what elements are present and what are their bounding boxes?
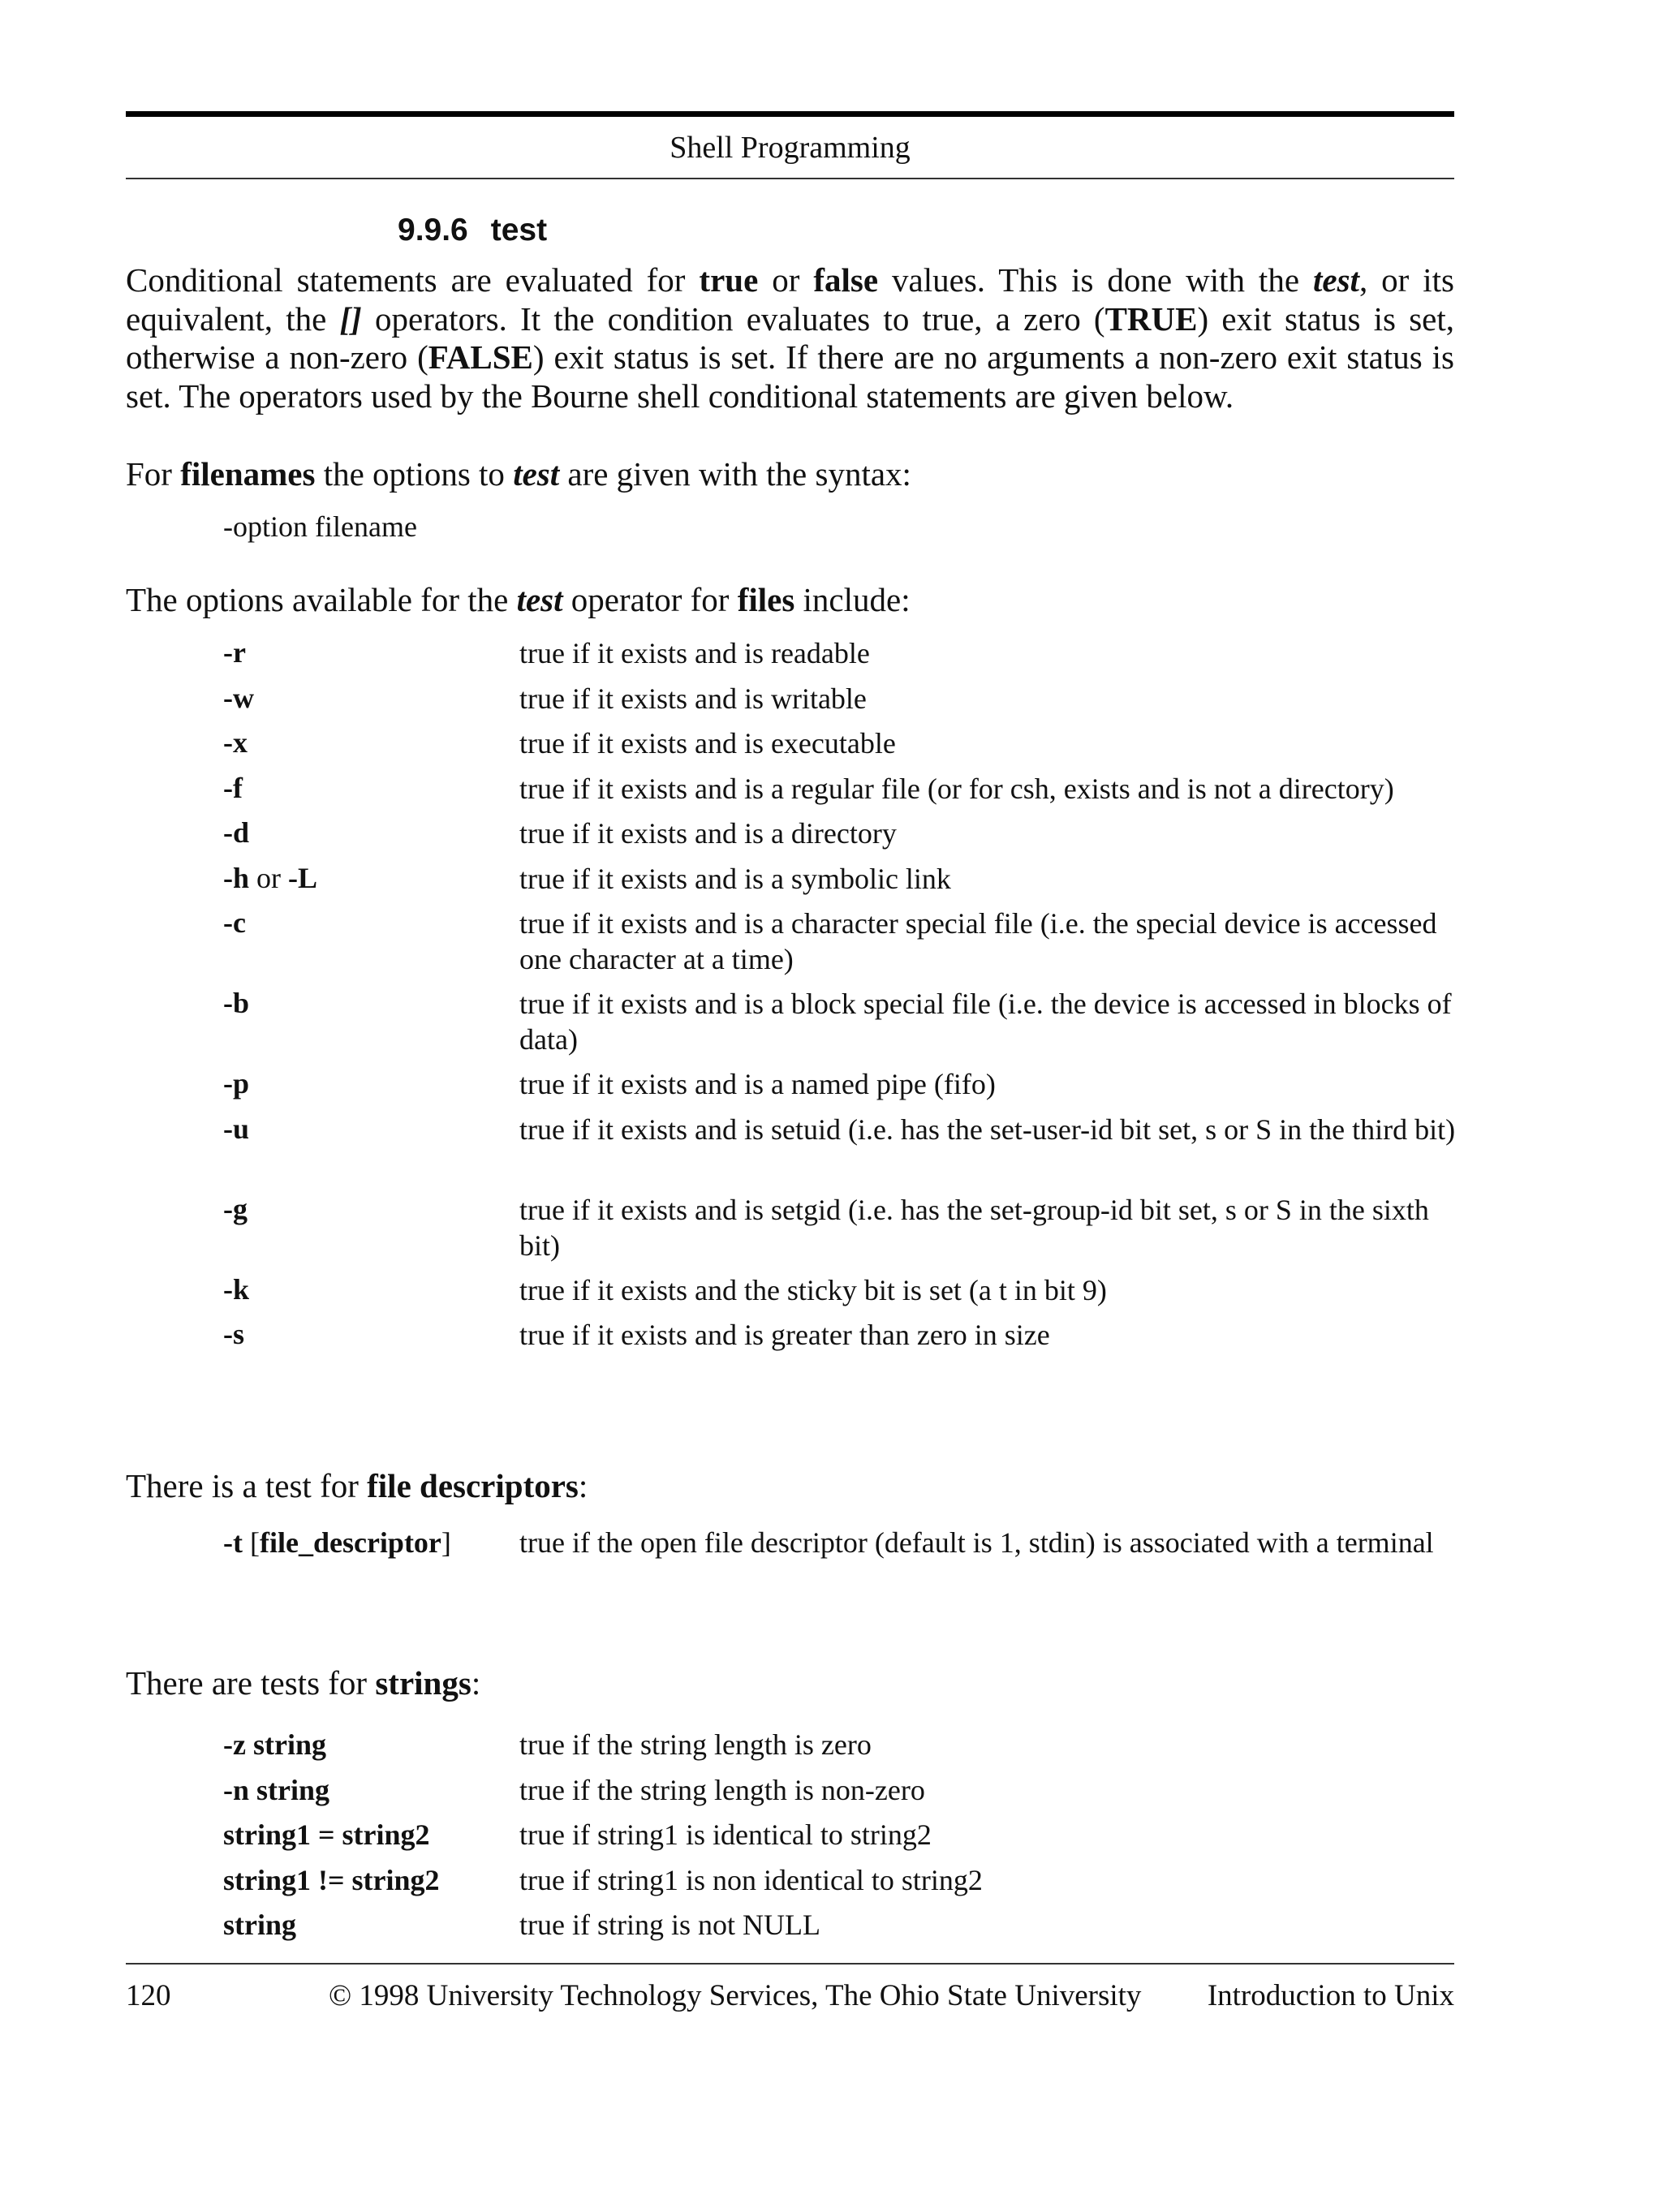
option-or: or — [249, 861, 289, 894]
option-description: true if string1 is identical to string2 — [519, 1818, 932, 1851]
filenames-paragraph — [126, 454, 911, 493]
option-description: true if the string length is zero — [519, 1728, 872, 1761]
para-text: The options available for the — [126, 581, 517, 618]
file-option-row — [223, 861, 1462, 906]
option-description: true if it exists and is executable — [519, 727, 896, 760]
string-option-row — [223, 1813, 1462, 1858]
header-rule-thin — [126, 178, 1454, 179]
option-description: true if it exists and is a regular file (or for csh, exists and is not a directory) — [519, 772, 1394, 805]
page-number: 120 — [126, 1979, 171, 2012]
option-bracket-close: ] — [441, 1526, 451, 1559]
option-description: true if it exists and is a directory — [519, 817, 897, 850]
strings-paragraph — [126, 1663, 480, 1702]
option-description: true if it exists and is a named pipe (fifo) — [519, 1068, 996, 1100]
file-option-row — [223, 681, 1462, 726]
running-header-title: Shell Programming — [670, 131, 911, 165]
footer-rule — [126, 1963, 1454, 1965]
intro-paragraph — [126, 261, 1454, 415]
intro-text: , or its equivalent, the — [126, 261, 1455, 338]
string-options-table — [223, 1723, 1462, 1948]
option-description: true if string1 is non identical to string2 — [519, 1863, 983, 1896]
option-flag: -n string — [223, 1773, 330, 1806]
intro-bracket-operator: [] — [339, 299, 362, 338]
intro-bold-FALSE: FALSE — [428, 338, 533, 376]
file-option-row — [223, 725, 1462, 771]
para-bold: file descriptors — [367, 1467, 579, 1504]
string-option-row — [223, 1858, 1462, 1904]
intro-bold-false: false — [813, 261, 879, 299]
string-option-row — [223, 1768, 1462, 1814]
option-description: true if it exists and is setuid (i.e. has the set-user-id bit set, s or S in the third bit) — [519, 1112, 1456, 1146]
section-heading — [398, 213, 547, 248]
string-option-row — [223, 1903, 1462, 1948]
fd-options-table — [223, 1526, 1462, 1560]
option-flag: -d — [223, 816, 250, 849]
file-option-row — [223, 906, 1462, 986]
section-title: test — [490, 213, 548, 247]
intro-text: values. This is done with the — [878, 261, 1313, 299]
option-description: true if it exists and is a block special file (i.e. the device is accessed in blocks of data) — [519, 988, 1452, 1056]
option-argument: file_descriptor — [259, 1526, 441, 1559]
option-bracket-open: [ — [242, 1526, 260, 1559]
intro-bold-true: true — [699, 261, 759, 299]
option-description: true if it exists and the sticky bit is set (a t in bit 9) — [519, 1273, 1107, 1306]
option-flag: -b — [223, 987, 250, 1019]
para-text: There is a test for — [126, 1467, 368, 1504]
para-bold: strings — [375, 1664, 471, 1702]
option-description: true if it exists and is readable — [519, 637, 870, 669]
option-flag-h: -h — [223, 861, 250, 894]
file-descriptors-paragraph — [126, 1466, 588, 1505]
string-option-row — [223, 1723, 1462, 1768]
para-text: : — [578, 1467, 588, 1504]
option-description: true if it exists and is writable — [519, 682, 867, 715]
footer-copyright: © 1998 University Technology Services, The Ohio State University — [329, 1979, 1142, 2012]
option-flag: string — [223, 1909, 296, 1941]
file-option-row — [223, 1066, 1462, 1112]
option-flag: -g — [223, 1192, 248, 1225]
file-option-row — [223, 1192, 1462, 1272]
option-description: true if the string length is non-zero — [519, 1773, 925, 1806]
intro-text: ) exit status is set. If there are no arguments a non-zero exit status is set. The operators used by the Bourne shell conditional statements are given below. — [126, 338, 1455, 415]
footer-book-title: Introduction to Unix — [1207, 1979, 1454, 2012]
intro-bold-TRUE: TRUE — [1104, 299, 1198, 338]
header-rule-thick — [126, 111, 1454, 117]
intro-text: Conditional statements are evaluated for — [126, 261, 700, 299]
intro-text: operators. It the condition evaluates to true, a zero ( — [361, 299, 1105, 338]
para-test-command: test — [513, 455, 560, 493]
option-description: true if it exists and is a character special file (i.e. the special device is accessed one character at a time) — [519, 907, 1437, 975]
option-description: true if it exists and is greater than zero in size — [519, 1319, 1050, 1351]
section-number: 9.9.6 — [398, 213, 468, 247]
option-flag: -p — [223, 1067, 250, 1100]
para-bold: files — [737, 581, 795, 618]
para-text: There are tests for — [126, 1664, 376, 1702]
option-description: true if the open file descriptor (default is 1, stdin) is associated with a terminal — [519, 1526, 1434, 1559]
option-flag: -f — [223, 771, 243, 804]
para-text: : — [471, 1664, 481, 1702]
para-text: the options to — [315, 455, 514, 493]
option-flag-L: -L — [288, 861, 318, 894]
option-description: true if string is not NULL — [519, 1909, 820, 1941]
option-description: true if it exists and is setgid (i.e. has the set-group-id bit set, s or S in the sixth bit) — [519, 1193, 1429, 1262]
syntax-line: -option filename — [223, 510, 417, 543]
intro-test-command: test — [1313, 261, 1359, 299]
file-option-row — [223, 771, 1462, 816]
option-flag: -x — [223, 726, 248, 759]
option-flag: string1 != string2 — [223, 1863, 440, 1896]
option-flag: -u — [223, 1112, 250, 1145]
file-options-table — [223, 635, 1462, 1362]
para-text: For — [126, 455, 181, 493]
option-flag: string1 = string2 — [223, 1818, 430, 1851]
option-flag: -k — [223, 1272, 250, 1306]
para-text: operator for — [562, 581, 738, 618]
para-bold: filenames — [180, 455, 316, 493]
option-flag: -s — [223, 1318, 244, 1350]
file-option-row — [223, 635, 1462, 681]
option-flag: -r — [223, 636, 246, 669]
file-option-row — [223, 1317, 1462, 1362]
intro-text: or — [758, 261, 814, 299]
file-option-row — [223, 1272, 1462, 1318]
fd-option-row — [223, 1526, 1462, 1560]
option-flag — [223, 1526, 519, 1560]
files-paragraph — [126, 580, 911, 619]
option-flag: -w — [223, 681, 254, 714]
option-flag — [223, 861, 519, 906]
para-text: are given with the syntax: — [559, 455, 911, 493]
option-description: true if it exists and is a symbolic link — [519, 862, 951, 895]
file-option-row — [223, 1112, 1462, 1192]
option-flag: -z string — [223, 1728, 326, 1761]
para-test-command: test — [516, 581, 563, 618]
para-text: include: — [794, 581, 911, 618]
option-flag: -c — [223, 906, 246, 939]
file-option-row — [223, 816, 1462, 861]
option-flag-t: -t — [223, 1526, 243, 1559]
file-option-row — [223, 986, 1462, 1066]
intro-text: ) exit status is set, otherwise a non-zero ( — [126, 299, 1454, 376]
